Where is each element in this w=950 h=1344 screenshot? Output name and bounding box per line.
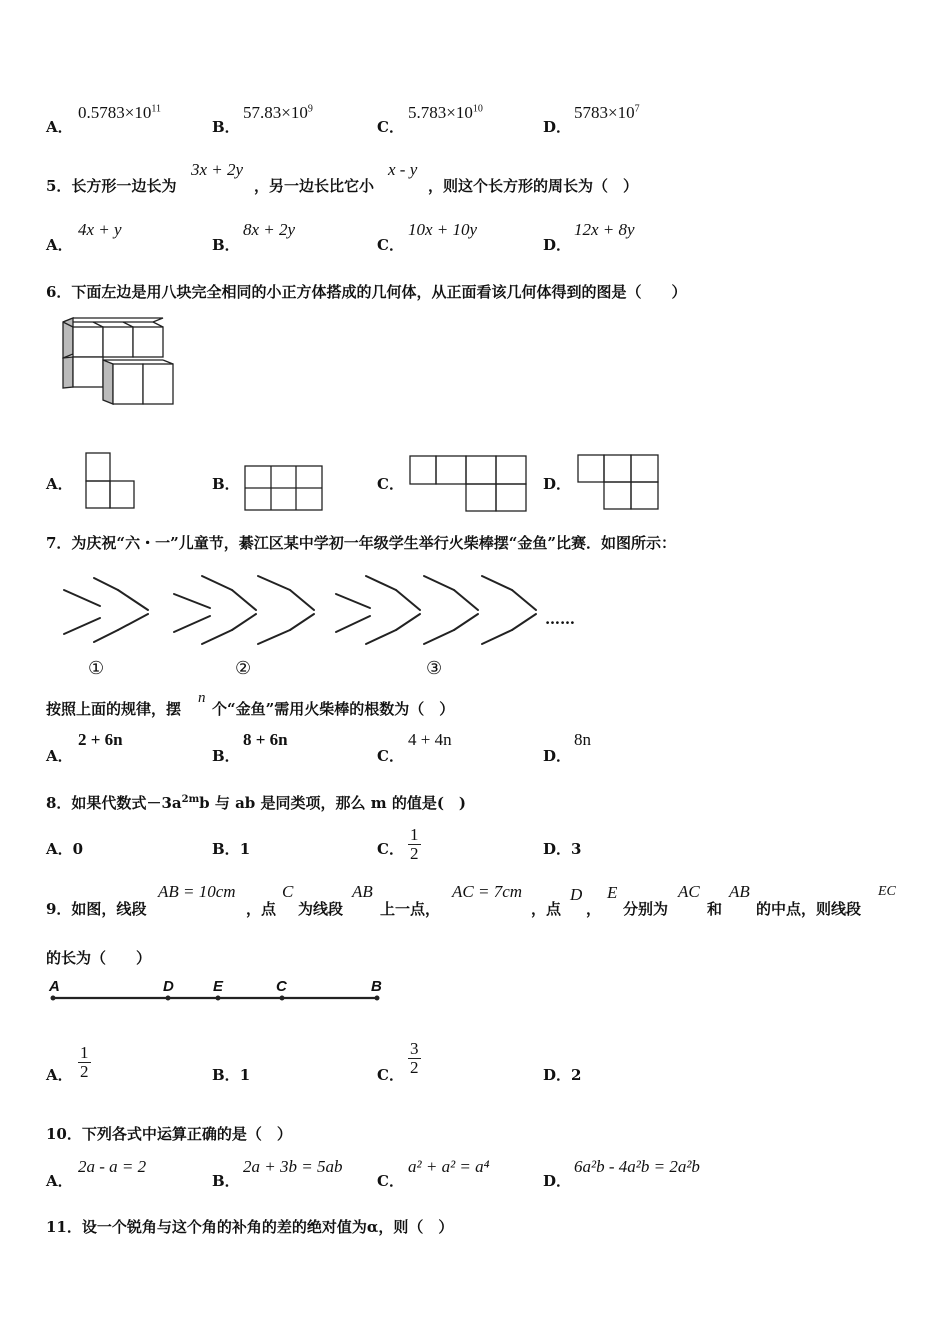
- q9-label-c: C: [276, 978, 287, 995]
- q5-option-a-expr: 4x + y: [78, 220, 122, 239]
- q8-option-d-label: D．3: [543, 840, 582, 858]
- q9-expr-ac-len: AC = 7cm: [452, 882, 523, 901]
- q7-option-b-expr: 8 + 6n: [243, 730, 288, 749]
- q5-option-b-expr: 8x + 2y: [243, 220, 296, 239]
- q5-expr1: 3x + 2y: [191, 160, 244, 179]
- q5-stem-c: ，则这个长方形的周长为（ ）: [428, 177, 639, 195]
- q6-option-a-figure: [85, 452, 137, 510]
- q7-option-d-label: D．: [543, 747, 572, 765]
- q6-option-c-label: C．: [377, 475, 404, 493]
- q7-ask-b: 个“金鱼”需用火柴棒的根数为（ ）: [212, 700, 455, 718]
- q7-option-c-label: C．: [377, 747, 404, 765]
- q4-option-b-expr: $57.83\times 10^9$: [243, 103, 313, 122]
- q7-fig-label-3: ③: [426, 658, 443, 679]
- q5-option-c-label: C．: [377, 236, 404, 254]
- q7-ask-var: n: [198, 690, 206, 706]
- q9-option-c-fraction: $\frac{3}{2}$: [410, 1039, 419, 1077]
- q6-option-c-figure: [409, 455, 529, 513]
- q8-option-c-label: C．: [377, 840, 404, 858]
- q8-option-a-label: A．0: [46, 840, 84, 858]
- q9-stem-5: ，点: [531, 900, 562, 918]
- q7-fig-label-1: ①: [88, 658, 105, 679]
- q9-seg-ac: AC: [678, 882, 700, 901]
- q7-ask-a: 按照上面的规律，摆: [46, 700, 182, 718]
- q4-option-a-label: A．: [46, 118, 73, 136]
- q9-seg-ab: AB: [352, 882, 373, 901]
- q8-option-b-label: B．1: [212, 840, 251, 858]
- q5-stem-a: 5．长方形一边长为: [46, 177, 177, 195]
- q10-option-a-label: A．: [46, 1172, 73, 1190]
- q9-stem-6: ，: [586, 900, 602, 918]
- q7-option-c-expr: 4 + 4n: [408, 730, 452, 749]
- q5-expr2: x - y: [388, 160, 418, 179]
- q10-option-d-expr: 6a²b - 4a²b = 2a²b: [574, 1157, 700, 1176]
- q9-option-a-fraction: $\frac{1}{2}$: [80, 1043, 89, 1081]
- q10-option-b-label: B．: [212, 1172, 240, 1190]
- q6-option-a-label: A．: [46, 475, 73, 493]
- q9-stem-8: 和: [707, 900, 723, 918]
- q9-stem-4: 上一点，: [380, 900, 441, 918]
- q4-option-d-label: D．: [543, 118, 572, 136]
- q9-option-d-label: D．2: [543, 1066, 582, 1084]
- q10-option-c-expr: a² + a² = a⁴: [408, 1157, 490, 1176]
- q9-seg-ec: EC: [878, 884, 896, 899]
- q9-label-b: B: [371, 978, 382, 995]
- q7-option-a-label: A．: [46, 747, 73, 765]
- q9-point-c: C: [282, 882, 294, 901]
- q10-option-c-label: C．: [377, 1172, 404, 1190]
- q10-option-b-expr: 2a + 3b = 5ab: [243, 1157, 343, 1176]
- q6-option-d-figure: [577, 454, 661, 512]
- q4-option-c-label: C．: [377, 118, 404, 136]
- q8-stem: 8．如果代数式$-3a^{2m}b$ 与 ab 是同类项，那么 m 的值是( ): [46, 794, 467, 812]
- q9-option-c-label: C．: [377, 1066, 404, 1084]
- q9-point-e: E: [607, 883, 618, 902]
- q9-point-d: D: [570, 885, 583, 904]
- q5-stem-b: ，另一边长比它小: [254, 177, 375, 195]
- q5-option-d-expr: 12x + 8y: [574, 220, 635, 239]
- q7-matchstick-figure: [60, 570, 600, 682]
- q7-option-d-expr: 8n: [574, 730, 591, 749]
- q9-stem-3: 为线段: [298, 900, 344, 918]
- q9-stem-1: 9．如图，线段: [46, 900, 147, 918]
- q4-option-c-expr: $5.783\times 10^{10}$: [408, 103, 483, 122]
- q10-option-d-label: D．: [543, 1172, 572, 1190]
- q9-stem-9: 的中点，则线段: [756, 900, 862, 918]
- q7-fig-label-2: ②: [235, 658, 252, 679]
- q8-option-c-fraction: $\frac{1}{2}$: [410, 825, 419, 863]
- q6-option-b-label: B．: [212, 475, 240, 493]
- q6-option-b-figure: [244, 465, 324, 513]
- q7-option-b-label: B．: [212, 747, 240, 765]
- q6-stem: 6．下面左边是用八块完全相同的小正方体搭成的几何体，从正面看该几何体得到的图是（ ）: [46, 283, 687, 301]
- q5-option-b-label: B．: [212, 236, 240, 254]
- q5-option-c-expr: 10x + 10y: [408, 220, 478, 239]
- q6-cube-figure: [60, 318, 180, 408]
- q4-option-a-expr: $0.5783\times 10^{11}$: [78, 103, 161, 122]
- q7-ellipsis: ……: [545, 610, 575, 628]
- q9-line2: 的长为（ ）: [46, 949, 152, 967]
- q6-option-d-label: D．: [543, 475, 572, 493]
- q9-label-d: D: [163, 978, 174, 995]
- q7-stem: 7．为庆祝“六・一”儿童节，綦江区某中学初一年级学生举行火柴棒摆“金鱼”比赛．如图所示：: [46, 534, 676, 552]
- q5-option-a-label: A．: [46, 236, 73, 254]
- q11-stem: 11．设一个锐角与这个角的补角的差的绝对值为α，则（ ）: [46, 1218, 454, 1236]
- q4-option-b-label: B．: [212, 118, 240, 136]
- q5-option-d-label: D．: [543, 236, 572, 254]
- q10-option-a-expr: 2a - a = 2: [78, 1157, 147, 1176]
- q9-label-a: A: [49, 978, 60, 995]
- q9-stem-7: 分别为: [623, 900, 669, 918]
- q9-option-b-label: B．1: [212, 1066, 251, 1084]
- q9-label-e: E: [213, 978, 224, 995]
- q9-option-a-label: A．: [46, 1066, 73, 1084]
- q4-option-d-expr: $5783\times 10^7$: [574, 103, 640, 122]
- q10-stem: 10．下列各式中运算正确的是（ ）: [46, 1125, 292, 1143]
- q9-seg-ab-2: AB: [729, 882, 750, 901]
- q7-option-a-expr: 2 + 6n: [78, 730, 123, 749]
- q9-expr-ab-len: AB = 10cm: [158, 882, 236, 901]
- q9-stem-2: ，点: [246, 900, 277, 918]
